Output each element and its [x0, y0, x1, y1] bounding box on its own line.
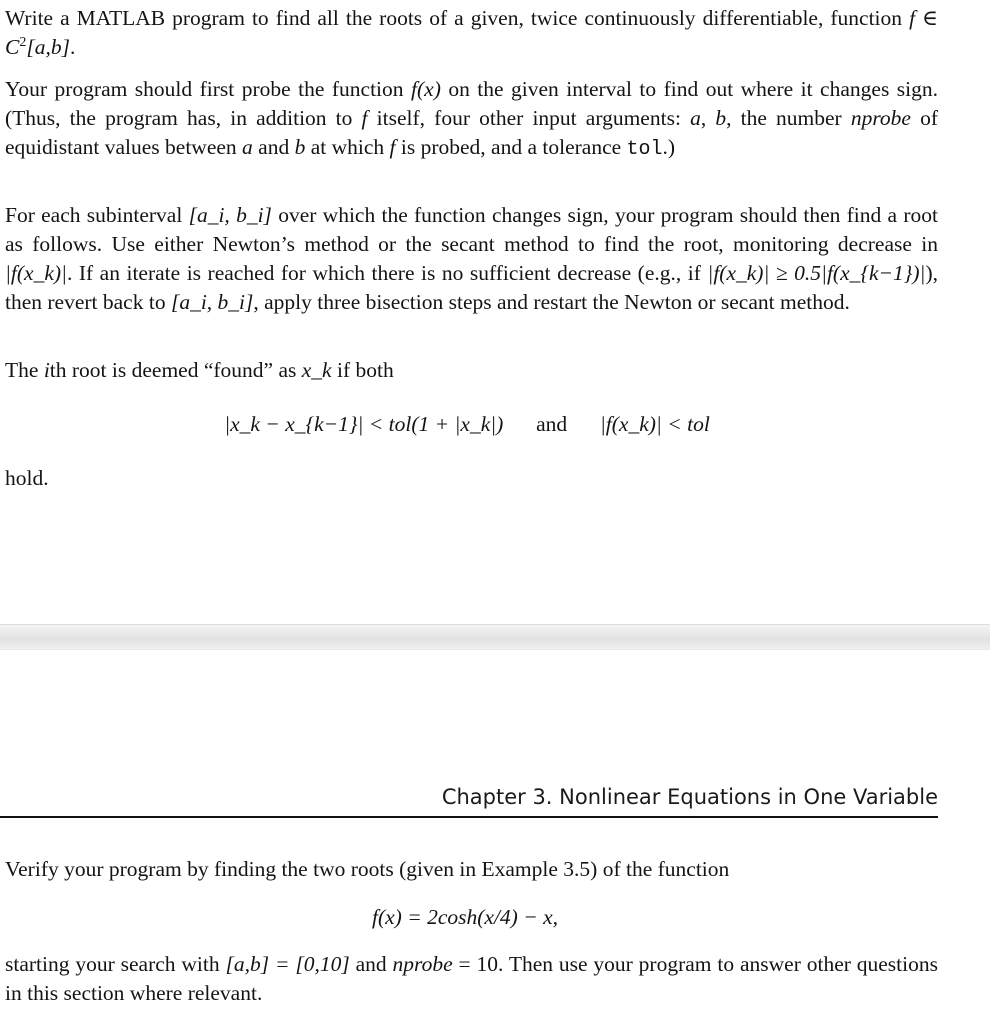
search-paragraph: starting your search with [a,b] = [0,10] and nprobe = 10. Then use your program to answer other questions in this section where relevant.: [5, 952, 938, 1005]
function-equation: f(x) = 2cosh(x/4) − x,: [371, 905, 558, 929]
header-rule: [0, 816, 938, 818]
found-criterion-paragraph: The ith root is deemed “found” as x_k if both: [5, 358, 394, 382]
method-paragraph: For each subinterval [a_i, b_i] over which the function changes sign, your program should then find a root as follows. Use either Newton’s method or the secant method to find the root, monitoring decrease in |f(x_k)|. If an iterate is reached for which there is no sufficient decrease (e.g., if |f(x_k)| ≥ 0.5|f(x_{k−1})|), then revert back to [a_i, b_i], apply three bisection steps and restart the Newton or secant method.: [5, 203, 939, 314]
page-separator: [0, 624, 990, 650]
verify-paragraph: Verify your program by finding the two roots (given in Example 3.5) of the function: [5, 857, 730, 881]
probe-paragraph: Your program should first probe the function f(x) on the given interval to find out where it changes sign. (Thus, the program has, in addition to f itself, four other input arguments: a, b, the number nprobe of equidistant values between a and b at which f is probed, and a tolerance tol.): [5, 77, 938, 161]
hold-text: hold.: [5, 466, 49, 490]
stopping-criteria-equation: |x_k − x_{k−1}| < tol(1 + |x_k|) and |f(x_k)| < tol: [224, 412, 710, 436]
problem-intro: Write a MATLAB program to find all the roots of a given, twice continuously differentiable, function f ∈ $C^2[a,b]$.: [5, 6, 938, 59]
chapter-header: Chapter 3. Nonlinear Equations in One Variable: [441, 785, 938, 809]
